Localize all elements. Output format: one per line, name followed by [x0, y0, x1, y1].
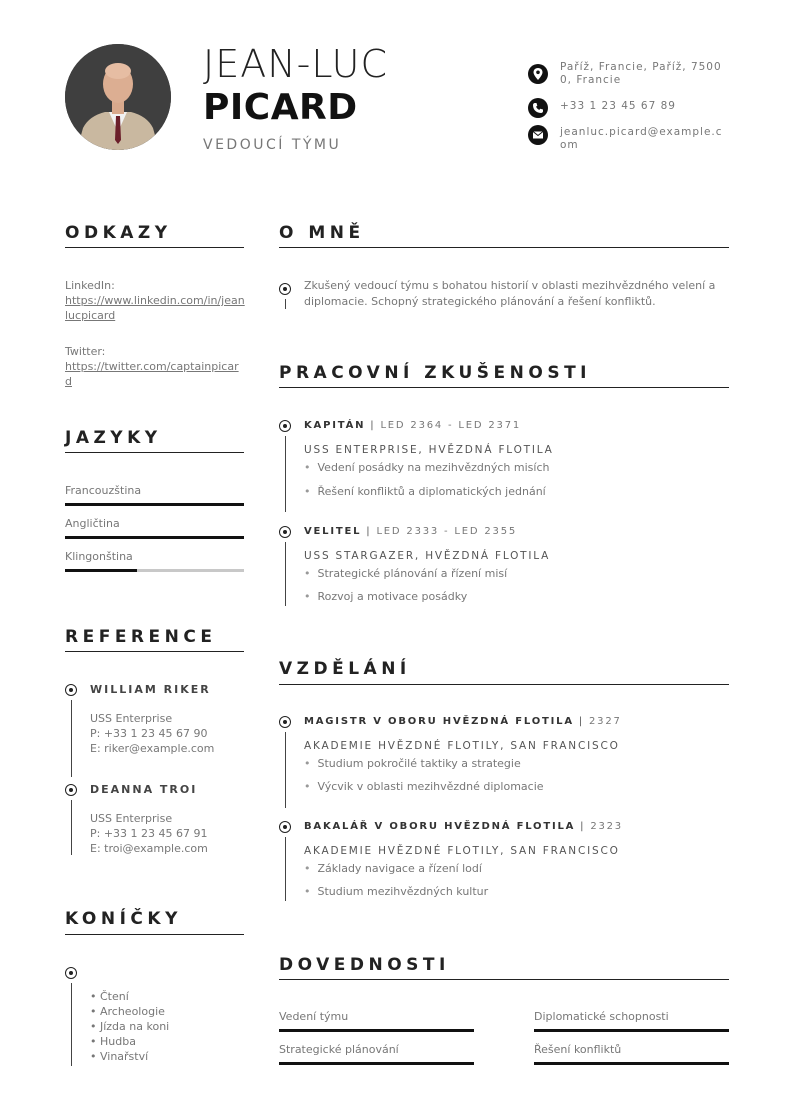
job-dates: LED 2333 - LED 2355 — [376, 526, 518, 537]
language-name: Francouzština — [65, 484, 142, 497]
reference-org: USS Enterprise — [90, 712, 173, 725]
language-name: Angličtina — [65, 517, 120, 530]
skill-level-bar — [534, 1062, 729, 1065]
email-text[interactable]: jeanluc.picard@example.com — [560, 126, 723, 151]
skill-name: Diplomatické schopnosti — [534, 1010, 669, 1023]
job-title: VEDOUCÍ TÝMU — [203, 137, 342, 153]
first-name: JEAN-LUC — [203, 42, 388, 86]
job-bullet: • Strategické plánování a řízení misí — [304, 567, 507, 580]
education-bullet: • Studium mezihvězdných kultur — [304, 885, 488, 898]
references-divider — [65, 651, 244, 652]
timeline-line — [285, 436, 286, 512]
timeline-line — [285, 542, 286, 606]
timeline-line — [285, 299, 286, 309]
location-pin-icon — [528, 64, 548, 84]
separator: | — [366, 526, 372, 537]
experience-heading: PRACOVNÍ ZKUŠENOSTI — [279, 363, 592, 383]
separator: | — [580, 821, 586, 832]
skill-name: Řešení konfliktů — [534, 1043, 622, 1056]
language-name: Klingonština — [65, 550, 133, 563]
address-text: Paříž, Francie, Paříž, 75000, Francie — [560, 61, 722, 86]
profile-photo — [65, 44, 171, 150]
job-role: KAPITÁN — [304, 420, 366, 431]
hobbies-heading: KONÍČKY — [65, 909, 182, 929]
reference-phone: P: +33 1 23 45 67 90 — [90, 727, 208, 740]
twitter-link[interactable]: https://twitter.com/captainpicard — [65, 360, 239, 388]
reference-email: E: troi@example.com — [90, 842, 208, 855]
about-text: Zkušený vedoucí týmu s bohatou historií v oblasti mezihvězdného velení a diplomacie. Schopný strategického plánování a řešení konfliktů. — [304, 279, 716, 308]
languages-heading: JAZYKY — [65, 428, 162, 448]
timeline-marker — [279, 821, 291, 833]
skill-level-bar — [534, 1029, 729, 1032]
link-label: LinkedIn: — [65, 279, 115, 292]
education-header — [304, 821, 623, 832]
job-bullet: • Řešení konfliktů a diplomatických jednání — [304, 485, 546, 498]
language-level-bar — [65, 536, 244, 539]
language-level-bar — [65, 569, 244, 572]
linkedin-link[interactable]: https://www.linkedin.com/in/jeanlucpicard — [65, 294, 245, 322]
hobby-item: • Jízda na koni — [90, 1020, 170, 1033]
reference-org: USS Enterprise — [90, 812, 173, 825]
timeline-marker — [279, 526, 291, 538]
hobby-item: • Čtení — [90, 990, 129, 1003]
hobby-item: • Hudba — [90, 1035, 136, 1048]
phone-text[interactable]: +33 1 23 45 67 89 — [560, 100, 676, 112]
timeline-marker — [65, 684, 77, 696]
job-header — [304, 526, 517, 537]
education-year: 2323 — [590, 821, 623, 832]
reference-email: E: riker@example.com — [90, 742, 215, 755]
job-role: VELITEL — [304, 526, 362, 537]
reference-name: WILLIAM RIKER — [90, 683, 211, 696]
phone-icon — [528, 98, 548, 118]
education-degree: BAKALÁŘ V OBORU HVĚZDNÁ FLOTILA — [304, 821, 576, 832]
links-divider — [65, 247, 244, 248]
language-level-fill — [65, 503, 244, 506]
education-bullet: • Základy navigace a řízení lodí — [304, 862, 482, 875]
education-bullet: • Studium pokročilé taktiky a strategie — [304, 757, 521, 770]
skills-heading: DOVEDNOSTI — [279, 955, 450, 975]
separator: | — [578, 716, 585, 727]
skill-level-bar — [279, 1029, 474, 1032]
education-degree: MAGISTR V OBORU HVĚZDNÁ FLOTILA — [304, 716, 574, 727]
reference-phone: P: +33 1 23 45 67 91 — [90, 827, 208, 840]
job-organization: USS STARGAZER, HVĚZDNÁ FLOTILA — [304, 550, 551, 562]
timeline-marker — [279, 283, 291, 295]
education-school: AKADEMIE HVĚZDNÉ FLOTILY, SAN FRANCISCO — [304, 740, 620, 752]
timeline-line — [71, 983, 72, 1066]
timeline-marker — [279, 420, 291, 432]
timeline-line — [71, 800, 72, 855]
job-organization: USS ENTERPRISE, HVĚZDNÁ FLOTILA — [304, 444, 554, 456]
link-twitter — [65, 344, 245, 389]
language-level-fill — [65, 536, 244, 539]
hobbies-divider — [65, 934, 244, 935]
hobby-item: • Vinařství — [90, 1050, 149, 1063]
about-divider — [279, 247, 729, 248]
mail-icon — [528, 125, 548, 145]
reference-name: DEANNA TROI — [90, 783, 198, 796]
links-heading: ODKAZY — [65, 223, 172, 243]
skill-name: Vedení týmu — [279, 1010, 349, 1023]
language-level-fill — [65, 569, 137, 572]
reference-details — [90, 711, 214, 756]
language-level-bar — [65, 503, 244, 506]
skill-level-bar — [279, 1062, 474, 1065]
timeline-line — [285, 837, 286, 901]
reference-details — [90, 811, 208, 856]
references-heading: REFERENCE — [65, 627, 217, 647]
person-portrait-icon — [65, 44, 171, 150]
job-bullet: • Rozvoj a motivace posádky — [304, 590, 467, 603]
link-linkedin — [65, 278, 245, 323]
skills-divider — [279, 979, 729, 980]
last-name: PICARD — [203, 87, 358, 128]
about-heading: O MNĚ — [279, 223, 365, 243]
timeline-line — [71, 700, 72, 777]
job-dates: LED 2364 - LED 2371 — [380, 420, 522, 431]
timeline-marker — [65, 967, 77, 979]
education-divider — [279, 684, 729, 685]
hobby-item: • Archeologie — [90, 1005, 165, 1018]
link-label: Twitter: — [65, 345, 106, 358]
timeline-line — [285, 732, 286, 808]
education-bullet: • Výcvik v oblasti mezihvězdné diplomacie — [304, 780, 544, 793]
skill-name: Strategické plánování — [279, 1043, 399, 1056]
experience-divider — [279, 387, 729, 388]
education-header — [304, 716, 622, 727]
education-school: AKADEMIE HVĚZDNÉ FLOTILY, SAN FRANCISCO — [304, 845, 620, 857]
timeline-marker — [65, 784, 77, 796]
timeline-marker — [279, 716, 291, 728]
job-bullet: • Vedení posádky na mezihvězdných misích — [304, 461, 549, 474]
separator: | — [370, 420, 376, 431]
education-year: 2327 — [589, 716, 622, 727]
education-heading: VZDĚLÁNÍ — [279, 659, 411, 679]
languages-divider — [65, 452, 244, 453]
job-header — [304, 420, 521, 431]
